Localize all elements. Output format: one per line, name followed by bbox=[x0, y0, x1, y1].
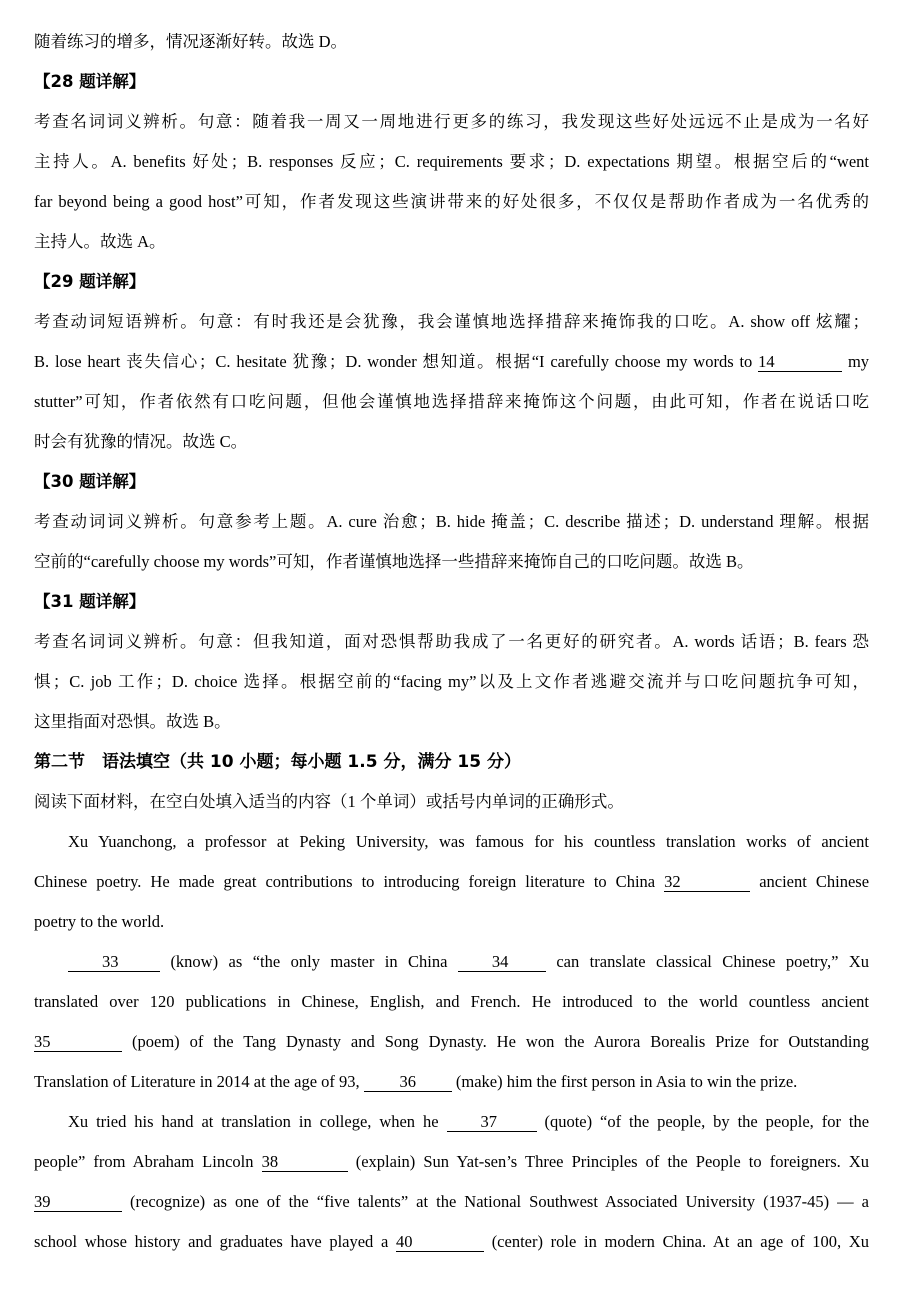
text-segment: ancient Chinese bbox=[759, 872, 869, 891]
blank-38: 38 bbox=[262, 1153, 348, 1172]
blank-32: 32 bbox=[664, 873, 750, 892]
q28-heading: 【28 题详解】 bbox=[34, 72, 146, 91]
text-line: 考查动词词义辨析。句意参考上题。A. cure 治愈；B. hide 掩盖；C. describe 描述；D. understand 理解。根据 bbox=[34, 512, 869, 531]
section-title: 第二节 语法填空（共 10 小题；每小题 1.5 分，满分 15 分） bbox=[34, 752, 521, 772]
passage-line bbox=[34, 1031, 869, 1053]
blank-33: 33 bbox=[68, 953, 160, 972]
q29-heading: 【29 题详解】 bbox=[34, 272, 146, 291]
text-segment: (quote) “of the people, by the people, for the bbox=[544, 1112, 869, 1131]
text-line: 时会有犹豫的情况。故选 C。 bbox=[34, 432, 248, 451]
text-line: 这里指面对恐惧。故选 B。 bbox=[34, 712, 231, 731]
text-segment: B. lose heart 丧失信心；C. hesitate 犹豫；D. wonder 想知道。根据“I carefully choose my words to bbox=[34, 352, 753, 371]
text-segment: (recognize) as one of the “five talents” at the National Southwest Associated University (1937-45) — a bbox=[130, 1192, 869, 1211]
blank-34: 34 bbox=[458, 953, 546, 972]
passage-line: translated over 120 publications in Chinese, English, and French. He introduced to the world countless ancient bbox=[34, 992, 869, 1011]
text-line: 随着练习的增多，情况逐渐好转。故选 D。 bbox=[34, 32, 348, 51]
text-line: 主持人。A. benefits 好处；B. responses 反应；C. requirements 要求；D. expectations 期望。根据空后的“went bbox=[34, 152, 869, 171]
text-line: 主持人。故选 A。 bbox=[34, 232, 166, 251]
text-segment: (make) him the first person in Asia to win the prize. bbox=[455, 1072, 798, 1091]
text-line: 惧；C. job 工作；D. choice 选择。根据空前的“facing my”以及上文作者逃避交流并与口吃问题抗争可知， bbox=[34, 672, 869, 691]
text-segment: (center) role in modern China. At an age of 100, Xu bbox=[491, 1232, 869, 1251]
text-line-with-blank bbox=[34, 351, 869, 373]
text-line: 考查动词短语辨析。句意：有时我还是会犹豫，我会谨慎地选择措辞来掩饰我的口吃。A. show off 炫耀； bbox=[34, 312, 869, 331]
blank-36: 36 bbox=[364, 1073, 452, 1092]
text-segment: (explain) Sun Yat-sen’s Three Principles of the People to foreigners. Xu bbox=[355, 1152, 869, 1171]
passage-line bbox=[34, 951, 869, 973]
passage-line bbox=[34, 1231, 869, 1253]
text-segment: school whose history and graduates have played a bbox=[34, 1232, 389, 1251]
text-segment: my bbox=[847, 352, 869, 371]
q30-heading: 【30 题详解】 bbox=[34, 472, 146, 491]
text-line: stutter”可知，作者依然有口吃问题，但他会谨慎地选择措辞来掩饰这个问题，由此可知，作者在说话口吃 bbox=[34, 392, 869, 411]
text-segment: Xu tried his hand at translation in college, when he bbox=[68, 1112, 439, 1131]
passage-line: poetry to the world. bbox=[34, 912, 165, 931]
blank-35: 35 bbox=[34, 1033, 122, 1052]
passage-line bbox=[34, 1071, 869, 1093]
text-segment: (poem) of the Tang Dynasty and Song Dynasty. He won the Aurora Borealis Prize for Outstanding bbox=[132, 1032, 869, 1051]
text-line: 考查名词词义辨析。句意：随着我一周又一周地进行更多的练习，我发现这些好处远远不止是成为一名好 bbox=[34, 112, 869, 131]
q31-heading: 【31 题详解】 bbox=[34, 592, 146, 611]
text-line: far beyond being a good host”可知，作者发现这些演讲带来的好处很多，不仅仅是帮助作者成为一名优秀的 bbox=[34, 192, 869, 211]
text-segment: can translate classical Chinese poetry,” Xu bbox=[556, 952, 869, 971]
passage-line bbox=[34, 1191, 869, 1213]
text-segment: Translation of Literature in 2014 at the age of 93, bbox=[34, 1072, 360, 1091]
blank-14: 14 bbox=[758, 353, 842, 372]
text-line: 空前的“carefully choose my words”可知，作者谨慎地选择一些措辞来掩饰自己的口吃问题。故选 B。 bbox=[34, 552, 754, 571]
text-line: 考查名词词义辨析。句意：但我知道，面对恐惧帮助我成了一名更好的研究者。A. words 话语；B. fears 恐 bbox=[34, 632, 869, 651]
text-segment: people” from Abraham Lincoln bbox=[34, 1152, 254, 1171]
blank-37: 37 bbox=[447, 1113, 537, 1132]
blank-39: 39 bbox=[34, 1193, 122, 1212]
passage-line bbox=[34, 871, 869, 893]
passage-line bbox=[34, 1111, 869, 1133]
text-segment: (know) as “the only master in China bbox=[170, 952, 448, 971]
blank-40: 40 bbox=[396, 1233, 484, 1252]
text-segment: Chinese poetry. He made great contributions to introducing foreign literature to China bbox=[34, 872, 656, 891]
passage-line bbox=[34, 1151, 869, 1173]
section-instruction: 阅读下面材料，在空白处填入适当的内容（1 个单词）或括号内单词的正确形式。 bbox=[34, 792, 624, 811]
passage-line: Xu Yuanchong, a professor at Peking University, was famous for his countless translation works of ancient bbox=[68, 832, 869, 851]
